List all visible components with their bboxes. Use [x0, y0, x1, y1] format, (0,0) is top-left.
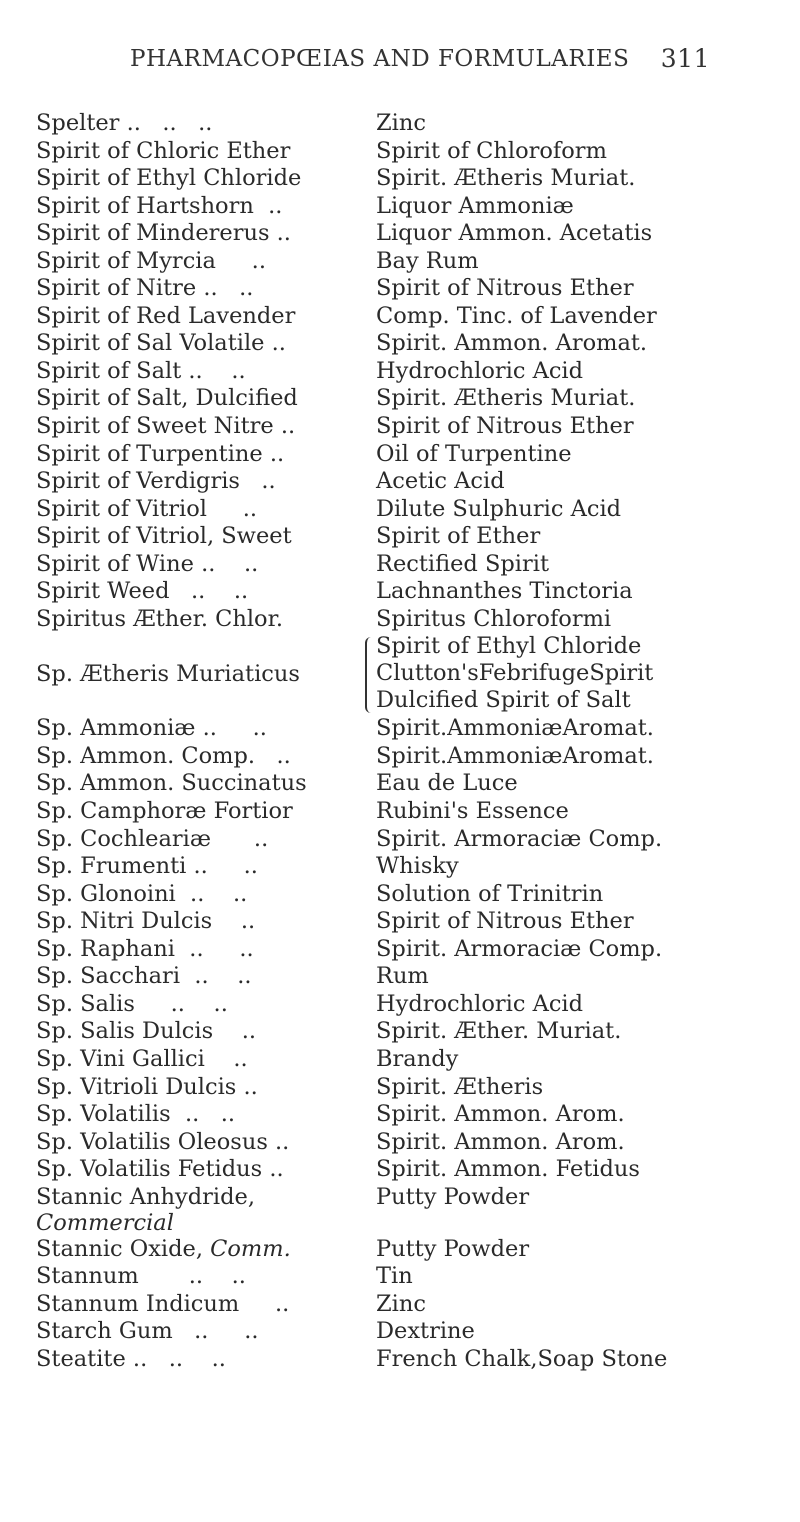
list-item: [36, 551, 776, 579]
entry-equivalent: Acetic Acid: [376, 468, 505, 495]
entry-equivalent: Liquor Ammoniæ: [376, 192, 574, 219]
list-item: [36, 606, 776, 634]
list-item: [36, 578, 776, 606]
entry-equivalent: Oil of Turpentine: [376, 440, 572, 467]
entry-equivalent: Eau de Luce: [376, 770, 518, 797]
list-item: [36, 770, 776, 798]
entry-equivalent: Spirit. Æther. Muriat.: [376, 1018, 622, 1045]
entry-equivalent: Bay Rum: [376, 247, 479, 274]
entry-equivalent: Zinc: [376, 1290, 426, 1317]
entry-term: Spirit of Mindererus ..: [36, 220, 291, 247]
entry-term: Sp. Volatilis .. ..: [36, 1101, 236, 1128]
list-item: [36, 496, 776, 524]
entry-equivalent: Dextrine: [376, 1318, 475, 1345]
entry-term: Spirit of Myrcia ..: [36, 247, 266, 274]
synonym-list: [36, 110, 776, 1373]
entry-equivalent: Spirit. Ammon. Fetidus: [376, 1156, 640, 1183]
entry-equivalent: French Chalk,Soap Stone: [376, 1345, 668, 1372]
entry-equivalent: Solution of Trinitrin: [376, 880, 604, 907]
entry-equivalent: Spirit. Ammon. Aromat.: [376, 330, 648, 357]
entry-term: Spirit of Chloric Ether: [36, 137, 291, 164]
list-item: [36, 826, 776, 854]
entry-equivalent: Rubini's Essence: [376, 798, 569, 825]
entry-term: Sp. Ammoniæ .. ..: [36, 715, 267, 742]
entry-equivalent: Hydrochloric Acid: [376, 990, 584, 1017]
entry-term: Sp. Vini Gallici ..: [36, 1045, 248, 1072]
list-item: [36, 523, 776, 551]
entry-term: Stannic Oxide, Comm.: [36, 1235, 291, 1262]
entry-term: Sp. Volatilis Fetidus ..: [36, 1156, 284, 1183]
entry-term: Sp. Salis Dulcis ..: [36, 1018, 257, 1045]
list-item: [36, 220, 776, 248]
entry-term: Spirit of Nitre .. ..: [36, 275, 254, 302]
list-item: [36, 441, 776, 469]
entry-equivalent: Spirit. Armoraciæ Comp.: [376, 825, 663, 852]
list-item: [36, 1129, 776, 1157]
entry-equivalent: Spirit. Ætheris: [376, 1073, 544, 1100]
entry-equivalent: Hydrochloric Acid: [376, 357, 584, 384]
entry-term: Sp. Glonoini .. ..: [36, 880, 248, 907]
list-item: [36, 1291, 776, 1319]
entry-equivalent: Spirit. Ammon. Arom.: [376, 1128, 625, 1155]
list-item: [36, 1101, 776, 1129]
entry-term: Starch Gum .. ..: [36, 1318, 259, 1345]
list-item: [36, 1018, 776, 1046]
list-item: [36, 936, 776, 964]
entry-term: Sp. Cochleariæ ..: [36, 825, 269, 852]
brace-entry: [36, 633, 776, 715]
list-item: [36, 1346, 776, 1374]
entry-equivalent: Putty Powder: [376, 1183, 530, 1210]
entry-term: Sp. Nitri Dulcis ..: [36, 908, 256, 935]
entry-term: Spiritus Æther. Chlor.: [36, 605, 284, 632]
entry-term: Spirit of Sal Volatile ..: [36, 330, 286, 357]
entry-equivalent: Dilute Sulphuric Acid: [376, 495, 622, 522]
entry-equivalent: Spirit of Ethyl Chloride: [376, 633, 642, 660]
list-item: [36, 1236, 776, 1264]
entry-equivalent: Spirit of Chloroform: [376, 137, 607, 164]
list-item: [36, 248, 776, 276]
entry-term: Sp. Camphoræ Fortior: [36, 798, 293, 825]
entry-term: Stannum Indicum ..: [36, 1290, 290, 1317]
entry-term: Sp. Vitrioli Dulcis ..: [36, 1073, 258, 1100]
list-item: [36, 110, 776, 138]
entry-equivalent: Spirit.AmmoniæAromat.: [376, 742, 654, 769]
entry-term: Stannum .. ..: [36, 1263, 246, 1290]
entry-term: Sp. Ætheris Muriaticus: [36, 661, 300, 688]
list-item: [36, 715, 776, 743]
list-item: [36, 1074, 776, 1102]
list-item: [36, 303, 776, 331]
entry-term: Sp. Volatilis Oleosus ..: [36, 1128, 290, 1155]
entry-equivalent: Spirit. Armoraciæ Comp.: [376, 935, 663, 962]
list-item: [36, 1263, 776, 1291]
list-item: [36, 743, 776, 771]
entry-term: Sp. Ammon. Comp. ..: [36, 742, 291, 769]
entry-term: Spirit of Wine .. ..: [36, 550, 259, 577]
entry-term: Spirit of Salt, Dulcified: [36, 385, 298, 412]
entry-equivalent: Rum: [376, 963, 429, 990]
list-item: [36, 1184, 776, 1236]
list-item: [36, 358, 776, 386]
entry-term: Spirit of Hartshorn ..: [36, 192, 283, 219]
entry-equivalent: Spiritus Chloroformi: [376, 605, 612, 632]
list-item: [36, 1156, 776, 1184]
list-item: [36, 468, 776, 496]
entry-equivalent: Spirit of Nitrous Ether: [376, 275, 634, 302]
entry-equivalent: Clutton'sFebrifugeSpirit: [376, 660, 654, 687]
entry-equivalent: Zinc: [376, 110, 426, 136]
list-item: [36, 193, 776, 221]
entry-term: Spirit of Salt .. ..: [36, 357, 246, 384]
entry-equivalent: Spirit of Nitrous Ether: [376, 413, 634, 440]
entry-term: Spelter .. .. ..: [36, 110, 213, 136]
list-item: [36, 881, 776, 909]
entry-term: Sp. Salis .. ..: [36, 990, 228, 1017]
list-item: [36, 798, 776, 826]
entry-equivalent: Spirit of Ether: [376, 523, 541, 550]
list-item: [36, 853, 776, 881]
entry-equivalent: Spirit. Ætheris Muriat.: [376, 385, 636, 412]
entry-term: Spirit of Vitriol, Sweet: [36, 523, 292, 550]
entry-equivalent: Spirit. Ammon. Arom.: [376, 1101, 625, 1128]
list-item: [36, 275, 776, 303]
entry-equivalent: Tin: [376, 1263, 413, 1290]
entry-term: Sp. Raphani .. ..: [36, 935, 254, 962]
entry-equivalent: Spirit. Ætheris Muriat.: [376, 165, 636, 192]
entry-equivalent: Lachnanthes Tinctoria: [376, 578, 633, 605]
list-item: [36, 330, 776, 358]
list-item: [36, 1318, 776, 1346]
entry-term: Spirit of Vitriol ..: [36, 495, 258, 522]
list-item: [36, 165, 776, 193]
list-item: [36, 138, 776, 166]
entry-term: Spirit of Turpentine ..: [36, 440, 285, 467]
entry-equivalent: Brandy: [376, 1045, 459, 1072]
entry-term: Spirit of Ethyl Chloride: [36, 165, 302, 192]
entry-term: Sp. Frumenti .. ..: [36, 853, 258, 880]
entry-term: Sp. Ammon. Succinatus: [36, 770, 307, 797]
list-item: [36, 1046, 776, 1074]
list-item: [36, 963, 776, 991]
list-item: [36, 413, 776, 441]
page-number: 311: [660, 44, 710, 73]
entry-equivalent: Whisky: [376, 853, 459, 880]
entry-equivalent: Putty Powder: [376, 1235, 530, 1262]
entry-equivalent: Dulcified Spirit of Salt: [376, 687, 631, 714]
list-item: [36, 908, 776, 936]
list-item: [36, 385, 776, 413]
running-title: PHARMACOPŒIAS AND FORMULARIES: [130, 46, 630, 72]
entry-term: Spirit of Verdigris ..: [36, 468, 276, 495]
entry-equivalent: Comp. Tinc. of Lavender: [376, 302, 657, 329]
entry-equivalent: Spirit.AmmoniæAromat.: [376, 715, 654, 742]
entry-equivalent: Liquor Ammon. Acetatis: [376, 220, 653, 247]
entry-term: Spirit of Sweet Nitre ..: [36, 413, 296, 440]
list-item: [36, 991, 776, 1019]
entry-term: Spirit of Red Lavender: [36, 302, 296, 329]
entry-equivalent: Spirit of Nitrous Ether: [376, 908, 634, 935]
entry-equivalent: Rectified Spirit: [376, 550, 549, 577]
entry-term: Spirit Weed .. ..: [36, 578, 249, 605]
entry-term: Steatite .. .. ..: [36, 1345, 226, 1372]
entry-term: Sp. Sacchari .. ..: [36, 963, 252, 990]
entry-term: Stannic Anhydride, Commercial: [36, 1183, 255, 1236]
